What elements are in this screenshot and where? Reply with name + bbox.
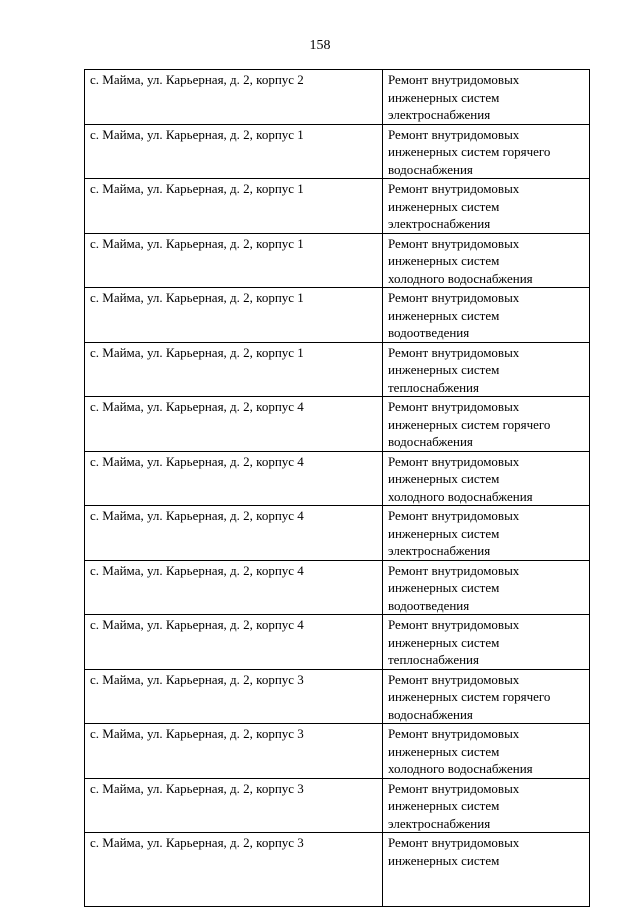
- work-cell: Ремонт внутридомовых инженерных систем горячего водоснабжения: [383, 124, 590, 179]
- address-cell: с. Майма, ул. Карьерная, д. 2, корпус 1: [85, 179, 383, 234]
- page-number: 158: [309, 38, 331, 53]
- address-cell: с. Майма, ул. Карьерная, д. 2, корпус 4: [85, 506, 383, 561]
- work-cell: Ремонт внутридомовых инженерных систем электроснабжения: [383, 778, 590, 833]
- address-cell: с. Майма, ул. Карьерная, д. 2, корпус 3: [85, 669, 383, 724]
- address-cell: с. Майма, ул. Карьерная, д. 2, корпус 4: [85, 397, 383, 452]
- work-cell: Ремонт внутридомовых инженерных систем водоотведения: [383, 560, 590, 615]
- address-cell: с. Майма, ул. Карьерная, д. 2, корпус 4: [85, 451, 383, 506]
- address-cell: с. Майма, ул. Карьерная, д. 2, корпус 1: [85, 233, 383, 288]
- address-cell: с. Майма, ул. Карьерная, д. 2, корпус 3: [85, 778, 383, 833]
- work-cell: Ремонт внутридомовых инженерных систем электроснабжения: [383, 179, 590, 234]
- work-cell: Ремонт внутридомовых инженерных систем электроснабжения: [383, 70, 590, 125]
- table-row: [85, 560, 590, 615]
- table-row: [85, 506, 590, 561]
- address-cell: с. Майма, ул. Карьерная, д. 2, корпус 4: [85, 615, 383, 670]
- table-row: [85, 342, 590, 397]
- work-cell: Ремонт внутридомовых инженерных систем горячего водоснабжения: [383, 397, 590, 452]
- table-row: [85, 451, 590, 506]
- table-row: [85, 615, 590, 670]
- table-row: [85, 724, 590, 779]
- address-cell: с. Майма, ул. Карьерная, д. 2, корпус 1: [85, 124, 383, 179]
- address-cell: с. Майма, ул. Карьерная, д. 2, корпус 4: [85, 560, 383, 615]
- table-row: [85, 70, 590, 125]
- work-cell: Ремонт внутридомовых инженерных систем теплоснабжения: [383, 342, 590, 397]
- work-cell: Ремонт внутридомовых инженерных систем теплоснабжения: [383, 615, 590, 670]
- table-row: [85, 833, 590, 907]
- works-table-body: [85, 70, 590, 907]
- table-row: [85, 233, 590, 288]
- address-cell: с. Майма, ул. Карьерная, д. 2, корпус 3: [85, 833, 383, 907]
- work-cell: Ремонт внутридомовых инженерных систем электроснабжения: [383, 506, 590, 561]
- table-row: [85, 397, 590, 452]
- address-cell: с. Майма, ул. Карьерная, д. 2, корпус 1: [85, 288, 383, 343]
- table-row: [85, 669, 590, 724]
- work-cell: Ремонт внутридомовых инженерных систем холодного водоснабжения: [383, 724, 590, 779]
- work-cell: Ремонт внутридомовых инженерных систем горячего водоснабжения: [383, 669, 590, 724]
- table-row: [85, 124, 590, 179]
- work-cell: Ремонт внутридомовых инженерных систем холодного водоснабжения: [383, 451, 590, 506]
- work-cell: Ремонт внутридомовых инженерных систем: [383, 833, 590, 907]
- table-row: [85, 778, 590, 833]
- work-cell: Ремонт внутридомовых инженерных систем водоотведения: [383, 288, 590, 343]
- address-cell: с. Майма, ул. Карьерная, д. 2, корпус 1: [85, 342, 383, 397]
- address-cell: с. Майма, ул. Карьерная, д. 2, корпус 3: [85, 724, 383, 779]
- works-table: [84, 69, 590, 907]
- table-row: [85, 288, 590, 343]
- address-cell: с. Майма, ул. Карьерная, д. 2, корпус 2: [85, 70, 383, 125]
- table-row: [85, 179, 590, 234]
- work-cell: Ремонт внутридомовых инженерных систем холодного водоснабжения: [383, 233, 590, 288]
